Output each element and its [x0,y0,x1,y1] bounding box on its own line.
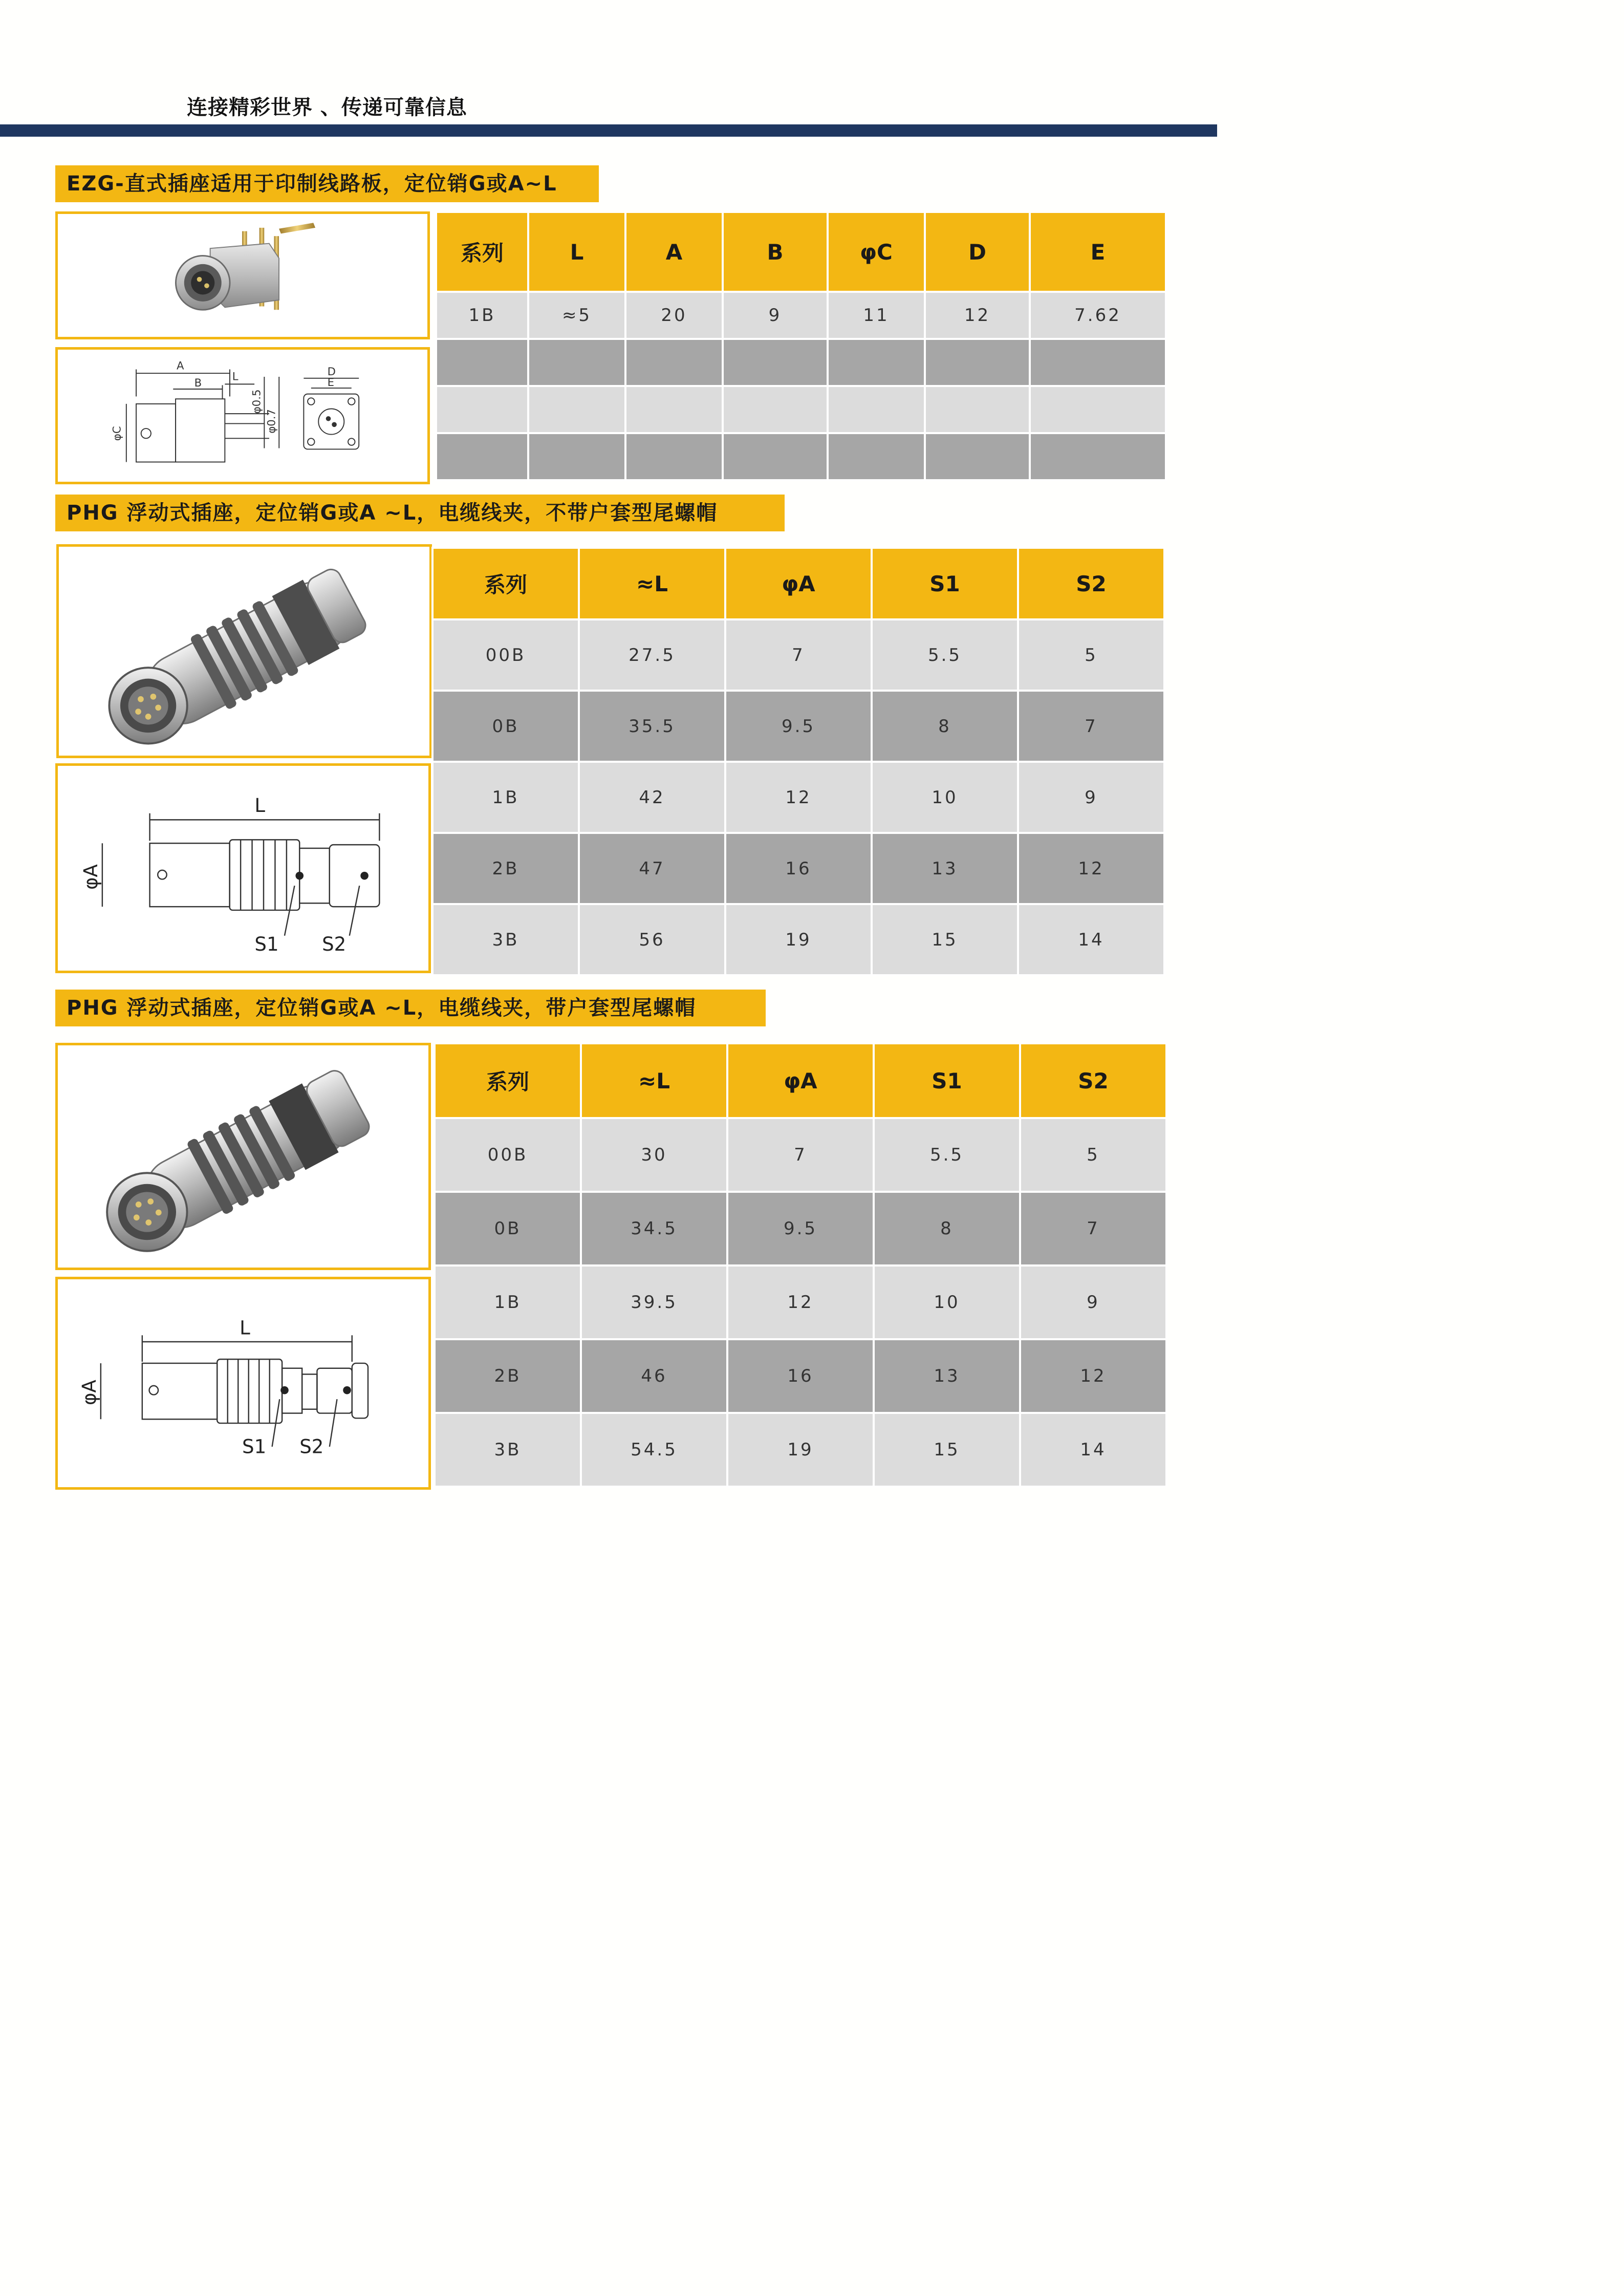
table-cell: 00B [435,1118,581,1192]
table-cell [528,433,625,480]
table-row [432,619,1164,691]
table-cell: 12 [925,292,1030,339]
table-cell: ≈5 [528,292,625,339]
table-cell [528,386,625,433]
table-cell: 19 [725,904,872,975]
table-cell: 19 [727,1413,874,1487]
table-cell [625,386,723,433]
table-cell: 7 [1018,691,1164,762]
table-cell [925,339,1030,386]
table-cell [723,339,828,386]
table-cell [1030,339,1166,386]
dim-label-d: D [327,365,336,378]
dim-label-l: L [240,1317,250,1339]
ezg-dimension-drawing [55,347,430,484]
phg2-header-phia: φA [727,1043,874,1118]
table-cell: 42 [579,762,725,833]
phg2-header-s2: S2 [1020,1043,1166,1118]
table-row [436,386,1166,433]
section-title-phg-with-nut: PHG 浮动式插座，定位销G或A ~L，电缆线夹，带户套型尾螺帽 [55,990,766,1026]
table-cell: 5.5 [874,1118,1020,1192]
table-cell: 56 [579,904,725,975]
ezg-header-series: 系列 [436,212,528,292]
dim-label-l: L [232,370,239,383]
dim-label-s2: S2 [322,933,347,955]
table-cell: 5 [1020,1118,1166,1192]
table-cell: 9 [723,292,828,339]
table-cell [436,433,528,480]
table-cell: 10 [874,1265,1020,1339]
table-cell: 0B [432,691,579,762]
phg-no-nut-product-photo [56,544,432,758]
phg2-header-l: ≈L [581,1043,727,1118]
table-cell [1030,433,1166,480]
table-cell: 39.5 [581,1265,727,1339]
table-cell: 9.5 [725,691,872,762]
ezg-header-d: D [925,212,1030,292]
dim-label-phi05: φ0.5 [250,389,263,414]
dim-label-l: L [254,794,266,817]
table-cell: 7.62 [1030,292,1166,339]
table-cell: 2B [435,1339,581,1413]
table-cell [625,339,723,386]
table-row [432,762,1164,833]
table-cell: 3B [435,1413,581,1487]
phg1-header-phia: φA [725,548,872,619]
phg-with-nut-spec-table [434,1042,1167,1488]
dim-label-phi07: φ0.7 [265,409,278,434]
table-cell [528,339,625,386]
phg1-header-s2: S2 [1018,548,1164,619]
table-cell: 14 [1020,1413,1166,1487]
ezg-header-e: E [1030,212,1166,292]
dim-label-phic: φC [110,426,123,441]
dim-label-a: A [177,359,184,372]
phg-no-nut-dimension-drawing [55,763,431,973]
table-cell: 1B [436,292,528,339]
table-cell: 14 [1018,904,1164,975]
table-cell: 8 [874,1192,1020,1265]
ezg-spec-table [435,211,1167,481]
table-cell: 35.5 [579,691,725,762]
table-cell: 30 [581,1118,727,1192]
table-cell: 10 [872,762,1018,833]
table-cell: 20 [625,292,723,339]
table-cell: 0B [435,1192,581,1265]
table-cell: 27.5 [579,619,725,691]
table-cell [436,339,528,386]
dim-label-s2: S2 [299,1435,324,1458]
table-row [435,1413,1166,1487]
table-cell: 11 [828,292,925,339]
dim-label-phia: φA [80,864,102,890]
table-cell: 7 [1020,1192,1166,1265]
table-cell: 1B [432,762,579,833]
section-title-ezg: EZG-直式插座适用于印制线路板，定位销G或A~L [55,165,599,202]
table-cell: 12 [727,1265,874,1339]
table-cell: 15 [872,904,1018,975]
table-cell: 7 [725,619,872,691]
table-row [435,1192,1166,1265]
dim-label-s1: S1 [254,933,279,955]
table-cell: 9 [1018,762,1164,833]
table-cell: 2B [432,833,579,904]
table-row [435,1265,1166,1339]
table-cell [1030,386,1166,433]
table-cell [925,433,1030,480]
table-cell: 5 [1018,619,1164,691]
table-row [435,1339,1166,1413]
table-row [436,339,1166,386]
phg1-header-s1: S1 [872,548,1018,619]
table-row [436,292,1166,339]
table-cell [828,386,925,433]
table-cell: 12 [1020,1339,1166,1413]
table-cell: 16 [725,833,872,904]
header-slogan: 连接精彩世界 、传递可靠信息 [187,96,467,119]
dim-label-s1: S1 [242,1435,267,1458]
dim-label-b: B [194,376,202,390]
table-row [432,904,1164,975]
ezg-header-b: B [723,212,828,292]
table-cell: 46 [581,1339,727,1413]
table-cell: 1B [435,1265,581,1339]
dim-label-e: E [327,376,334,389]
table-cell: 9 [1020,1265,1166,1339]
table-cell: 13 [874,1339,1020,1413]
table-cell [828,339,925,386]
phg-no-nut-spec-table [431,547,1165,976]
phg2-header-series: 系列 [435,1043,581,1118]
table-cell: 00B [432,619,579,691]
section-title-phg-no-nut: PHG 浮动式插座，定位销G或A ~L，电缆线夹，不带户套型尾螺帽 [55,495,785,531]
table-row [432,691,1164,762]
table-cell: 13 [872,833,1018,904]
table-cell: 15 [874,1413,1020,1487]
table-cell [925,386,1030,433]
table-row [435,1118,1166,1192]
phg1-header-l: ≈L [579,548,725,619]
table-cell: 8 [872,691,1018,762]
table-cell: 12 [725,762,872,833]
table-cell [723,386,828,433]
phg-with-nut-dimension-drawing [55,1277,431,1490]
table-row [432,833,1164,904]
phg-with-nut-product-photo [55,1043,431,1270]
table-row [436,433,1166,480]
table-cell [625,433,723,480]
ezg-header-phic: φC [828,212,925,292]
table-cell: 3B [432,904,579,975]
table-cell: 5.5 [872,619,1018,691]
table-cell: 34.5 [581,1192,727,1265]
phg1-header-series: 系列 [432,548,579,619]
dim-label-phia: φA [78,1380,101,1405]
ezg-header-l: L [528,212,625,292]
table-cell: 7 [727,1118,874,1192]
table-cell [828,433,925,480]
table-cell [723,433,828,480]
table-cell [436,386,528,433]
ezg-product-photo [55,211,430,339]
ezg-header-a: A [625,212,723,292]
header-bar [0,124,1217,137]
table-cell: 16 [727,1339,874,1413]
table-cell: 47 [579,833,725,904]
table-cell: 9.5 [727,1192,874,1265]
phg2-header-s1: S1 [874,1043,1020,1118]
table-cell: 54.5 [581,1413,727,1487]
table-cell: 12 [1018,833,1164,904]
